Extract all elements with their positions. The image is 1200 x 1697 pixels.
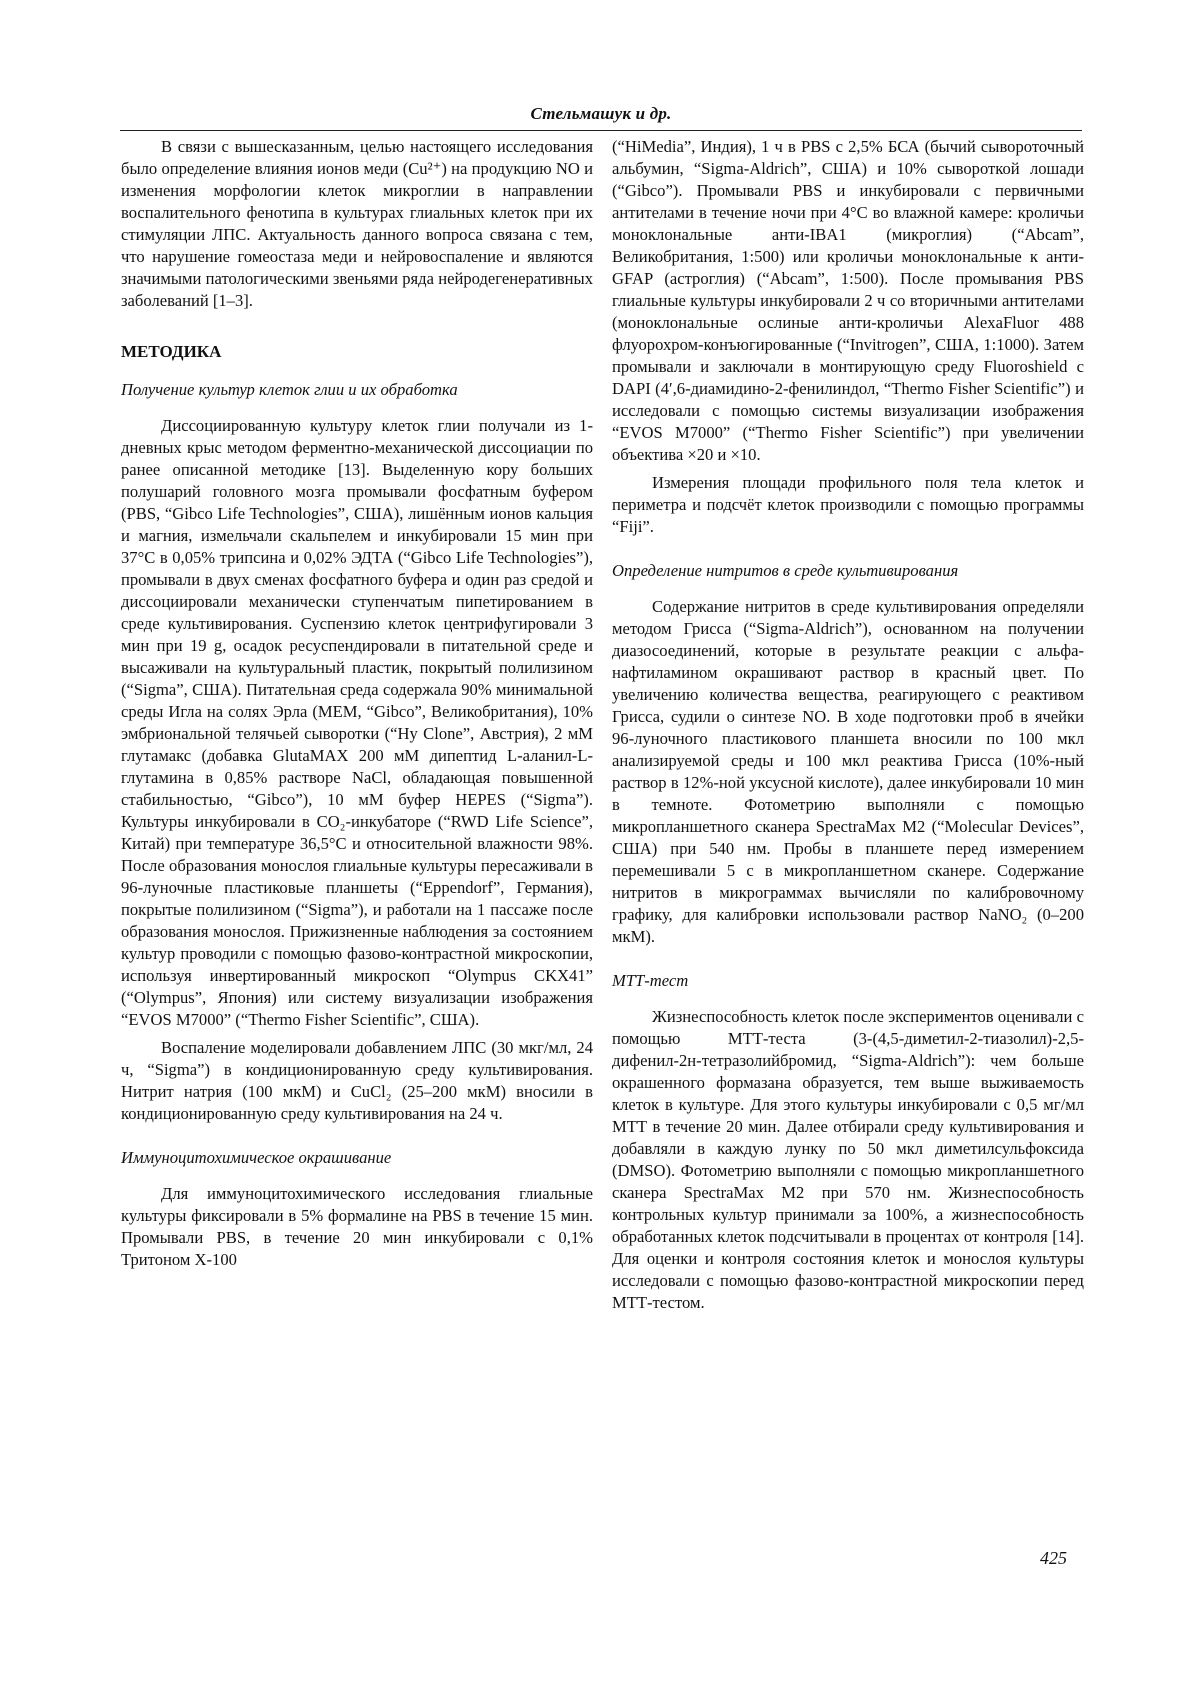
paragraph-mtt-method: Жизнеспособность клеток после экспериментов оценивали с помощью МТТ-теста (3-(4,5-диметил-2-тиазолил)-2,5-дифенил-2н-тетразолийбромид, “Sigma-Aldrich”): чем больше окрашенного формазана образуется, тем выше выживаемость клеток в культуре. Для этого культуры инкубировали с 0,5 мг/мл МТТ в течение 20 мин. Далее отбирали среду культивирования и добавляли в каждую лунку по 50 мкл диметилсульфоксида (DMSO). Фотометрию выполняли с помощью микропланшетного сканера SpectraMax M2 при 570 нм. Жизнеспособность контрольных культур принимали за 100%, а жизнеспособность обработанных клеток подсчитывали в процентах от контроля [14]. Для оценки и контроля состояния клеток и монослоя культуры исследовали с помощью фазово-контрастной микроскопии перед МТТ-тестом. [612, 1007, 1084, 1312]
paragraph-measurements: Измерения площади профильного поля тела клеток и периметра и подсчёт клеток производили с помощью программы “Fiji”. [612, 473, 1084, 536]
running-header: Стельмашук и др. [530, 104, 672, 123]
subheading-glia-cultures: Получение культур клеток глии и их обработка [121, 380, 458, 399]
section-heading-methods: МЕТОДИКА [121, 342, 222, 361]
subheading-immunocytochemistry: Иммуноцитохимическое окрашивание [121, 1148, 392, 1167]
paragraph-immunocytochemistry-start: Для иммуноцитохимического исследования глиальные культуры фиксировали в 5% формалине на PBS в течение 15 мин. Промывали PBS, в течение 20 мин инкубировали с 0,1% Тритоном X-100 [121, 1184, 593, 1269]
paragraph-immunocytochemistry-continued: (“HiMedia”, Индия), 1 ч в PBS с 2,5% БСА (бычий сывороточный альбумин, “Sigma-Aldrich”, США) и 10% сывороткой лошади (“Gibco”). Промывали PBS и инкубировали с первичными антителами в течение ночи при 4°C во влажной камере: кроличьи моноклональные анти-IBA1 (микроглия) (“Abcam”, Великобритания, 1:500) или кроличьи моноклональные к анти-GFAP (астроглия) (“Abcam”, 1:500). После промывания PBS глиальные культуры инкубировали 2 ч со вторичными антителами (моноклональные ослиные анти-кроличьи AlexaFluor 488 флуорохром-конъюгированные (“Invitrogen”, США, 1:1000). Затем промывали и заключали в монтирующую среду Fluoroshield с DAPI (4′,6-диамидино-2-фенилиндол, “Thermo Fisher Scientific”) и исследовали с помощью системы визуализации изображения “EVOS M7000” (“Thermo Fisher Scientific”) при увеличении объектива ×20 и ×10. [612, 137, 1084, 464]
subheading-nitrite-determination: Определение нитритов в среде культивирования [612, 561, 959, 580]
right-column [612, 136, 1084, 1314]
intro-paragraph: В связи с вышесказанным, целью настоящего исследования было определение влияния ионов меди (Cu²⁺) на продукцию NO и изменения морфологии клеток микроглии в направлении воспалительного фенотипа в культурах глиальных клеток при их стимуляции ЛПС. Актуальность данного вопроса связана с тем, что нарушение гомеостаза меди и нейровоспаление и являются значимыми патологическими звеньями ряда нейродегенеративных заболеваний [1–3]. [121, 137, 593, 310]
subheading-mtt-test: МТТ-тест [612, 971, 689, 990]
paragraph-culture-preparation: Диссоциированную культуру клеток глии получали из 1-дневных крыс методом ферментно-механической диссоциации по ранее описанной методике [13]. Выделенную кору больших полушарий головного мозга промывали фосфатным буфером (PBS, “Gibco Life Technologies”, США), лишённым ионов кальция и магния, измельчали скальпелем и инкубировали 15 мин при 37°C в 0,05% трипсина и 0,02% ЭДТА (“Gibco Life Technologies”), промывали в двух сменах фосфатного буфера и один раз средой и диссоциировали механически ступенчатым пипетированием в среде культивирования. Суспензию клеток центрифугировали 3 мин при 19 g, осадок ресуспендировали в питательной среде и высаживали на культуральный пластик, покрытый полилизином (“Sigma”, США). Питательная среда содержала 90% минимальной среды Игла на солях Эрла (MEM, “Gibco”, Великобритания), 10% эмбриональной телячьей сыворотки (“Hy Clone”, Австрия), 2 мМ глутамакс (добавка GlutaMAX 200 мМ дипептид L-аланил-L-глутамина в 0,85% растворе NaCl, обладающая повышенной стабильностью, “Gibco”), 10 мМ буфер HEPES (“Sigma”). Культуры инкубировали в CO₂-инкубаторе (“RWD Life Science”, Китай) при температуре 36,5°C и относительной влажности 98%. После образования монослоя глиальные культуры пересаживали в 96-луночные пластиковые планшеты (“Eppendorf”, Германия), покрытые полилизином (“Sigma”), и работали на 1 пассаже после образования монослоя. Прижизненные наблюдения за состоянием культур проводили с помощью фазово-контрастной микроскопии, используя инвертированный микроскоп “Olympus CKX41” (“Olympus”, Япония) или систему визуализации изображения “EVOS M7000” (“Thermo Fisher Scientific”, США). [121, 416, 593, 1029]
page-number: 425 [1040, 1548, 1067, 1568]
paragraph-griess-method: Содержание нитритов в среде культивирования определяли методом Грисса (“Sigma-Aldrich”), основанном на получении диазосоединений, которые в результате реакции с альфа-нафтиламином окрашивают раствор в красный цвет. По увеличению количества вещества, реагирующего с реактивом Грисса, судили о синтезе NO. В ходе подготовки проб в ячейки 96-луночного пластикового планшета вносили по 100 мкл анализируемой среды и 100 мкл реактива Грисса (10%-ный раствор в 12%-ной уксусной кислоте), далее инкубировали 10 мин в темноте. Фотометрию выполняли с помощью микропланшетного сканера SpectraMax M2 (“Molecular Devices”, США) при 540 нм. Пробы в планшете перед измерением перемешивали 5 с в микропланшетном сканере. Содержание нитритов в микрограммах вычисляли по калибровочному графику, для калибровки использовали раствор NaNO₂ (0–200 мкМ). [612, 597, 1084, 946]
left-column [121, 136, 593, 1271]
header-rule [120, 130, 1082, 131]
paragraph-inflammation-model: Воспаление моделировали добавлением ЛПС (30 мкг/мл, 24 ч, “Sigma”) в кондиционированную среду культивирования. Нитрит натрия (100 мкМ) и CuCl₂ (25–200 мкМ) вносили в кондиционированную среду культивирования на 24 ч. [121, 1038, 593, 1123]
